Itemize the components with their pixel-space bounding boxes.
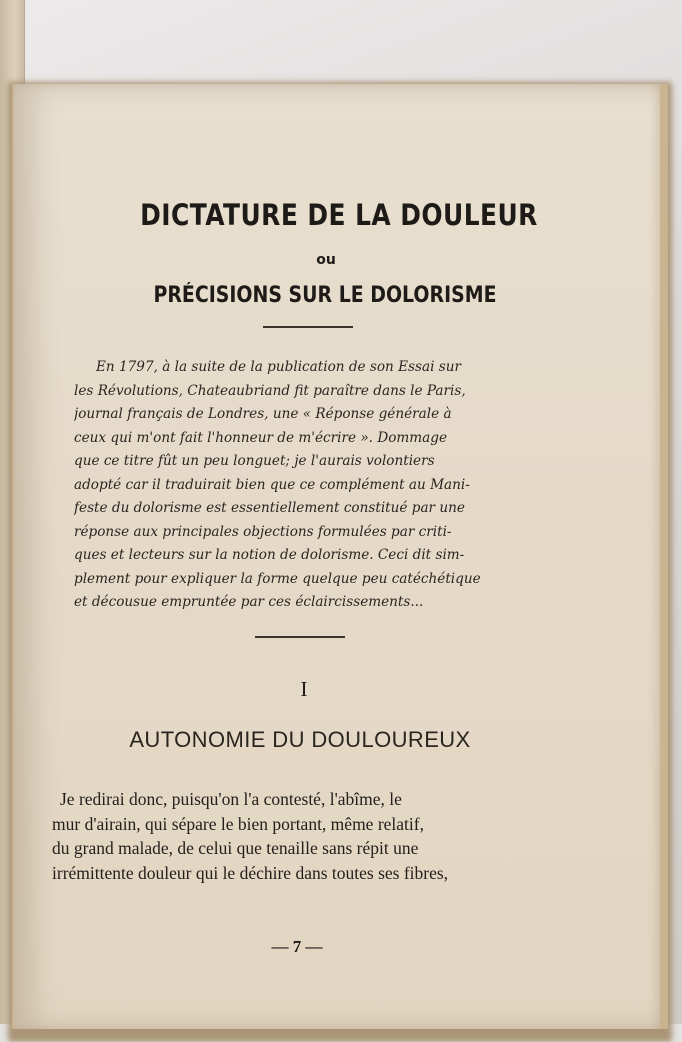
section-heading: AUTONOMIE DU DOULOUREUX <box>129 727 471 752</box>
intro-line: journal français de Londres, une « Réponse générale à <box>74 406 452 422</box>
body-line: Je redirai donc, puisqu'on l'a contesté, l'abîme, le <box>60 789 402 809</box>
page-subtitle: PRÉCISIONS SUR LE DOLORISME <box>153 283 497 308</box>
intro-line: réponse aux principales objections formulées par criti- <box>74 523 452 540</box>
intro-line: adopté car il traduirait bien que ce complément au Mani- <box>74 476 470 493</box>
page-number: — 7 — <box>271 937 323 956</box>
section-divider <box>255 636 345 638</box>
body-line: irrémittente douleur qui le déchire dans toutes ses fibres, <box>52 862 449 883</box>
intro-line: les Révolutions, Chateaubriand fit paraître dans le Paris, <box>74 382 466 399</box>
intro-line: ceux qui m'ont fait l'honneur de m'écrire ». Dommage <box>74 429 448 446</box>
page-title: DICTATURE DE LA DOULEUR <box>140 198 538 232</box>
section-number: I <box>300 677 308 701</box>
title-conjunction: ou <box>316 252 336 268</box>
intro-line: ques et lecteurs sur la notion de dolorisme. Ceci dit sim- <box>74 547 465 563</box>
intro-line: En 1797, à la suite de la publication de son Essai sur <box>96 359 462 375</box>
body-line: mur d'airain, qui sépare le bien portant, même relatif, <box>52 813 424 834</box>
body-paragraph <box>52 787 552 885</box>
intro-paragraph <box>74 356 544 615</box>
intro-line: feste du dolorisme est essentiellement constitué par une <box>74 500 465 516</box>
book-page <box>14 84 660 1029</box>
intro-line: plement pour expliquer la forme quelque peu catéchétique <box>74 570 481 587</box>
intro-line: et décousue empruntée par ces éclaircissements... <box>74 594 424 610</box>
intro-line: que ce titre fût un peu longuet; je l'aurais volontiers <box>74 453 435 469</box>
title-divider <box>263 326 353 328</box>
body-line: du grand malade, de celui que tenaille sans répit une <box>52 838 419 858</box>
